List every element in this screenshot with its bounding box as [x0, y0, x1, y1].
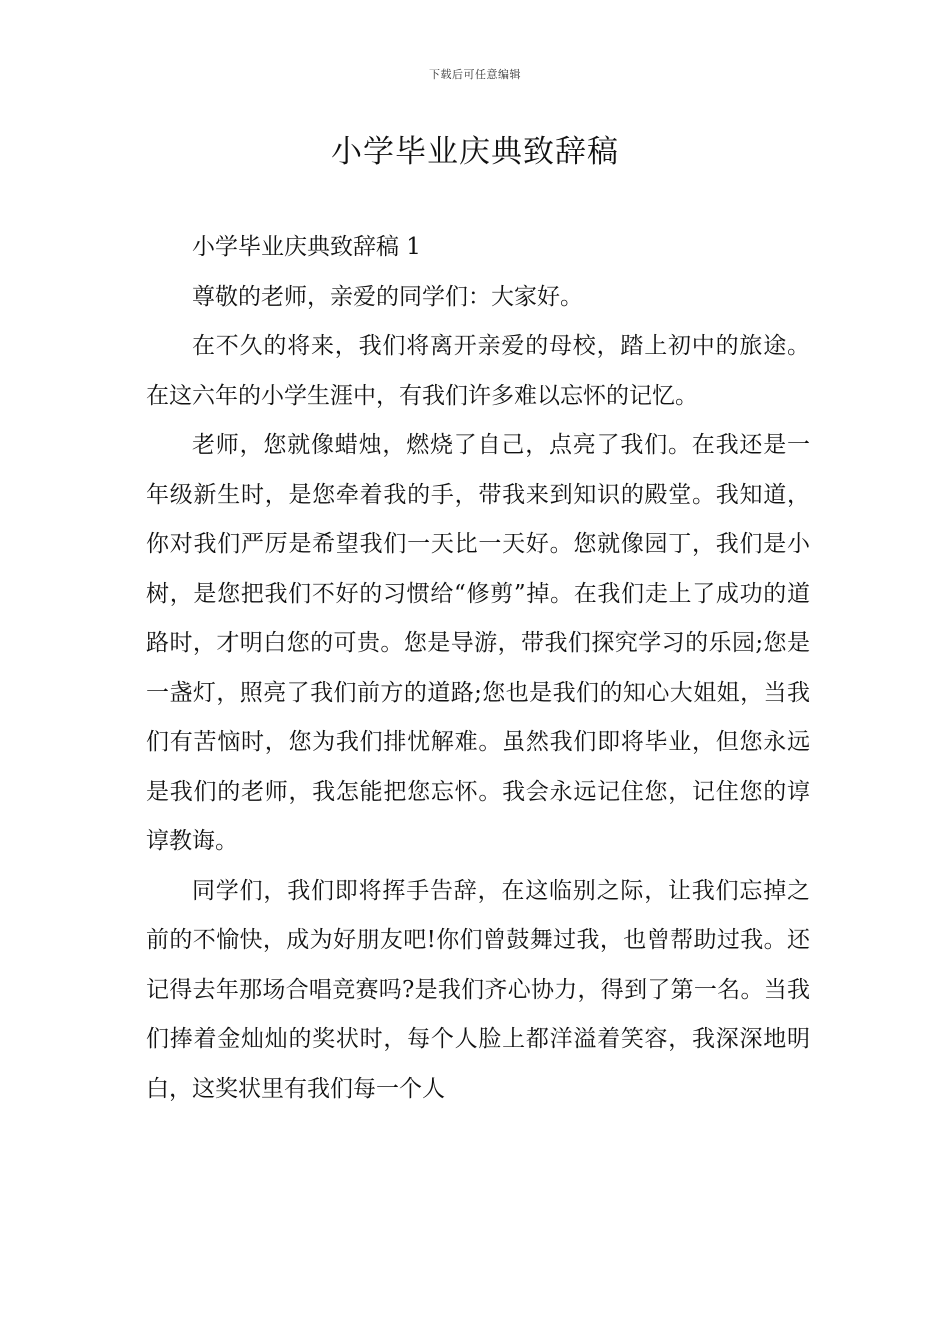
section-heading: 小学毕业庆典致辞稿 1	[192, 234, 421, 260]
body-paragraph: 在不久的将来，我们将离开亲爱的母校，踏上初中的旅途。在这六年的小学生涯中，有我们许多难以忘怀的记忆。	[146, 333, 810, 409]
body-paragraph: 同学们，我们即将挥手告辞，在这临别之际，让我们忘掉之前的不愉快，成为好朋友吧!你们曾鼓舞过我，也曾帮助过我。还记得去年那场合唱竞赛吗?是我们齐心协力，得到了第一名。当我们捧着金灿灿的奖状时，每个人脸上都洋溢着笑容，我深深地明白，这奖状里有我们每一个人	[146, 877, 810, 1102]
document-body	[146, 223, 810, 1114]
header-note: 下载后可任意编辑	[429, 68, 521, 81]
document-title: 小学毕业庆典致辞稿	[331, 134, 619, 170]
body-paragraph: 老师，您就像蜡烛，燃烧了自己，点亮了我们。在我还是一年级新生时，是您牵着我的手，带我来到知识的殿堂。我知道，你对我们严厉是希望我们一天比一天好。您就像园丁，我们是小树，是您把我们不好的习惯给“修剪”掉。在我们走上了成功的道路时，才明白您的可贵。您是导游，带我们探究学习的乐园;您是一盏灯，照亮了我们前方的道路;您也是我们的知心大姐姐，当我们有苦恼时，您为我们排忧解难。虽然我们即将毕业，但您永远是我们的老师，我怎能把您忘怀。我会永远记住您，记住您的谆谆教诲。	[146, 432, 810, 854]
salutation-paragraph: 尊敬的老师，亲爱的同学们：大家好。	[192, 283, 583, 310]
